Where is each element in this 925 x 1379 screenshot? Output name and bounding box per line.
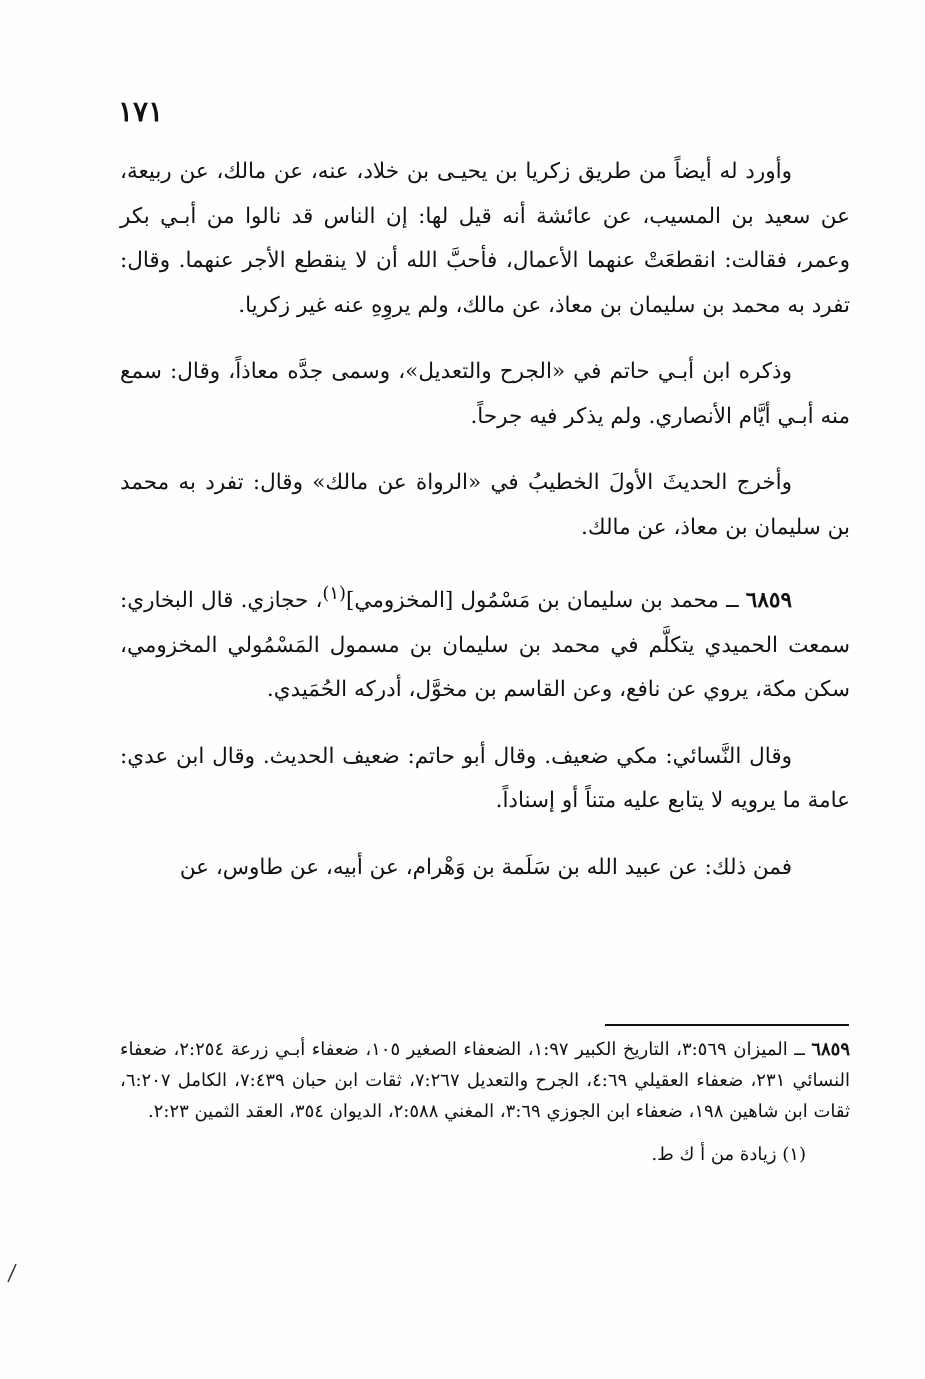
- entry-number: ٦٨٥٩: [745, 588, 792, 614]
- page-number: ١٧١: [118, 95, 164, 128]
- bibliography-note: [120, 1034, 850, 1127]
- main-text: [120, 150, 850, 912]
- footnote-separator: [605, 1024, 849, 1026]
- paragraph-6: فمن ذلك: عن عبيد الله بن سَلَمة بن وَهْرام، عن أبيه، عن طاوس، عن: [179, 854, 792, 880]
- footnote-marker: (١): [782, 1144, 806, 1165]
- footnote-text: زيادة من أ ك ط.: [651, 1144, 777, 1165]
- entry-dash: ــ: [718, 588, 746, 614]
- bibliography-text: الميزان ٣:٥٦٩، التاريخ الكبير ١:٩٧، الضعفاء الصغير ١٠٥، ضعفاء أبـي زرعة ٢:٢٥٤، ضعفاء النسائي ٢٣١، ضعفاء العقيلي ٤:٦٩، الجرح والتعديل ٧:٢٦٧، ثقات ابن حبان ٧:٤٣٩، الكامل ٦:٢٠٧، ثقات ابن شاهين ١٩٨، ضعفاء ابن الجوزي ٣:٦٩، المغني ٢:٥٨٨، الديوان ٣٥٤، العقد الثمين ٢:٢٣.: [120, 1039, 850, 1122]
- footnote-reference: (١): [322, 583, 347, 604]
- paragraph-3: وأخرج الحديثَ الأولَ الخطيبُ في «الرواة عن مالك» وقال: تفرد به محمد بن سليمان بن معاذ، عن مالك.: [120, 470, 850, 540]
- scan-mark: [4, 1262, 20, 1284]
- paragraph-1: وأورد له أيضاً من طريق زكريا بن يحيـى بن خلاد، عنه، عن مالك، عن ربيعة، عن سعيد بن المسيب، عن عائشة أنه قيل لها: إن الناس قد نالوا من أبـي بكر وعمر، فقالت: انقطعَتْ عنهما الأعمال، فأحبَّ الله أن لا ينقطع الأجر عنهما. وقال: تفرد به محمد بن سليمان بن معاذ، عن مالك، ولم يروِهِ عنه غير زكريا.: [120, 159, 850, 318]
- entry-name: محمد بن سليمان بن مَسْمُول [المخزومي]: [346, 588, 719, 614]
- entry-6859-paragraph: [120, 572, 850, 713]
- bibliography-number: ٦٨٥٩: [811, 1039, 850, 1060]
- paragraph-2: وذكره ابن أبـي حاتم في «الجرح والتعديل»، وسمى جدَّه معاذاً، وقال: سمع منه أبـي أيَّام الأنصاري. ولم يذكر فيه جرحاً.: [120, 359, 850, 429]
- paragraph-5: وقال النَّسائي: مكي ضعيف. وقال أبو حاتم: ضعيف الحديث. وقال ابن عدي: عامة ما يرويه لا يتابع عليه متناً أو إسناداً.: [120, 743, 850, 814]
- footnotes: [120, 1034, 850, 1188]
- bibliography-dash: ــ: [787, 1039, 812, 1060]
- footnote-1: [120, 1139, 850, 1170]
- entry-text: ، حجازي. قال البخاري: سمعت الحميدي يتكلَّم في محمد بن سليمان بن مسمول المَسْمُولي المخزومي، سكن مكة، يروي عن نافع، وعن القاسم بن مخوَّل، أدركه الحُمَيدي.: [120, 588, 850, 703]
